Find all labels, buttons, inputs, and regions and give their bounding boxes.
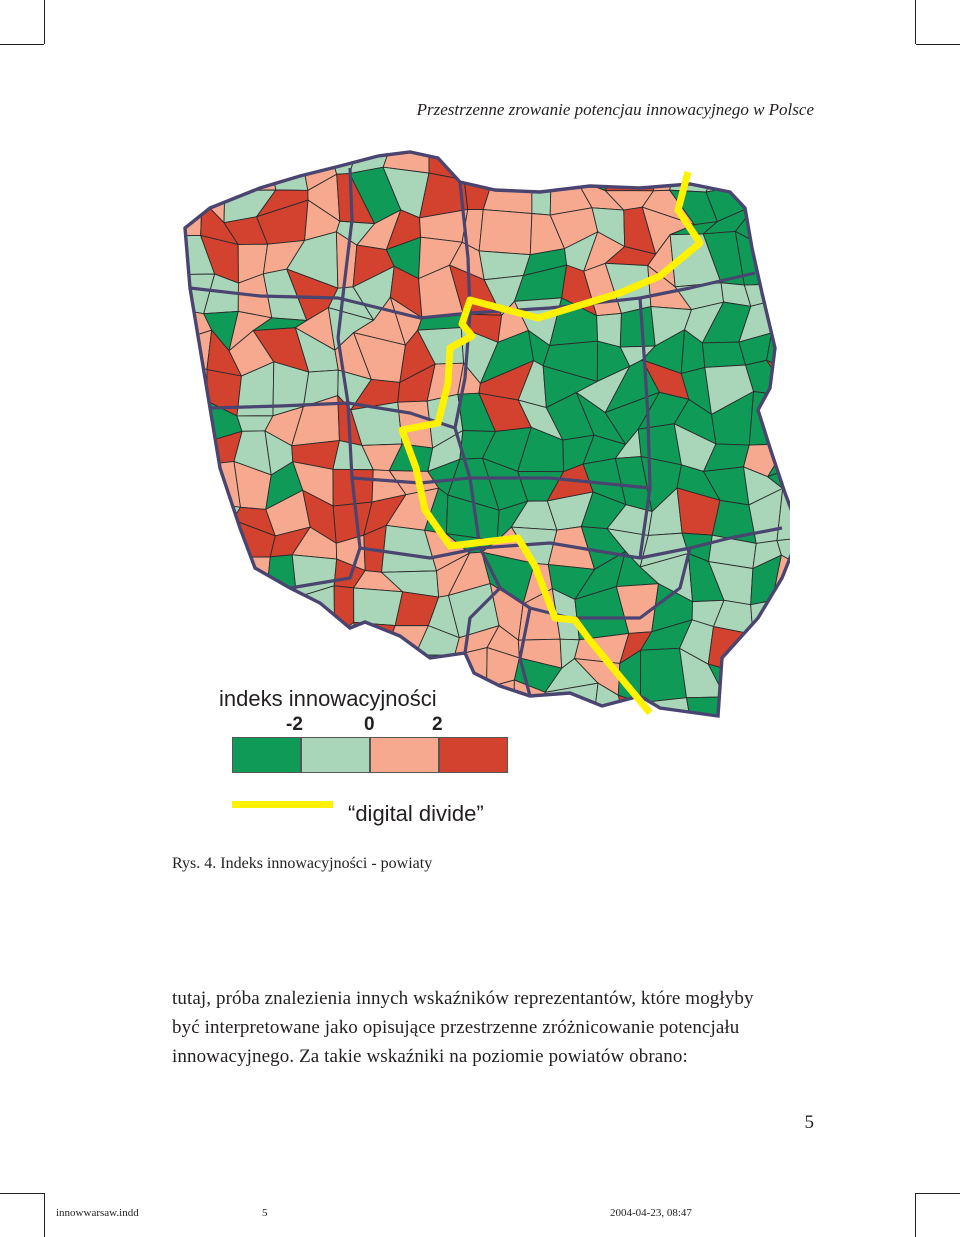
district-cell <box>319 665 368 697</box>
district-cell <box>207 720 244 728</box>
crop-mark <box>916 44 960 45</box>
figure-caption: Rys. 4. Indeks innowacyjności - powiaty <box>172 855 433 872</box>
district-cell <box>787 396 790 444</box>
district-cell <box>413 681 458 725</box>
district-cell <box>772 300 790 343</box>
district-cell <box>605 148 653 191</box>
district-cell <box>224 557 270 609</box>
district-cell <box>775 278 790 301</box>
district-cell <box>319 725 361 728</box>
legend-title: indeks innowacyjności <box>219 686 437 711</box>
district-cell <box>170 345 180 366</box>
district-cell <box>354 622 395 665</box>
district-cell <box>192 592 239 632</box>
district-cell <box>170 492 205 533</box>
legend-divide-line <box>232 801 333 808</box>
district-cell <box>724 689 742 721</box>
district-cell <box>640 648 686 702</box>
district-cell <box>495 148 532 173</box>
district-cell <box>736 148 784 156</box>
district-cell <box>170 592 193 628</box>
district-cell <box>269 696 304 728</box>
district-cell <box>221 720 277 728</box>
district-cell <box>458 721 499 728</box>
district-cell <box>170 171 175 219</box>
district-cell <box>230 594 265 632</box>
district-cell <box>712 148 757 158</box>
district-cell <box>259 597 303 634</box>
district-cell <box>390 148 431 149</box>
district-cell <box>738 631 788 672</box>
district-cell <box>781 203 790 256</box>
district-cell <box>358 725 394 728</box>
district-cell <box>170 330 212 369</box>
district-cell <box>480 148 532 151</box>
body-paragraph <box>172 984 792 1071</box>
district-cell <box>286 667 319 704</box>
district-cell <box>573 726 625 728</box>
poland-choropleth-map <box>170 148 790 728</box>
district-cell <box>483 173 532 213</box>
district-cell <box>201 148 231 191</box>
legend-swatch-very-high <box>439 737 508 773</box>
district-cell <box>620 307 655 348</box>
district-cell <box>479 210 532 255</box>
body-line: być interpretowane jako opisujące przestrzenne zróżnicowanie potencjału <box>172 1017 740 1038</box>
district-cell <box>170 465 171 492</box>
district-cell <box>286 682 327 728</box>
crop-mark <box>44 0 45 44</box>
district-cell <box>170 647 213 687</box>
district-cell <box>354 588 403 626</box>
district-cell <box>170 725 211 728</box>
district-cell <box>199 684 221 725</box>
district-cell <box>532 173 551 215</box>
district-cell <box>525 148 554 190</box>
district-cell <box>170 217 175 255</box>
crop-mark <box>915 0 916 44</box>
legend-swatch-very-low <box>232 737 301 773</box>
district-cell <box>743 712 774 728</box>
legend-tick: 0 <box>364 714 375 735</box>
district-cell <box>170 621 213 661</box>
district-cell <box>190 557 239 594</box>
district-cell <box>468 148 499 151</box>
district-cell <box>680 721 725 728</box>
district-cell <box>767 148 790 182</box>
district-cell <box>783 623 790 662</box>
district-cell <box>510 712 566 728</box>
district-cell <box>744 284 789 307</box>
district-cell <box>383 655 437 694</box>
district-cell <box>413 721 464 728</box>
district-cell <box>319 682 367 728</box>
district-cell <box>772 173 790 214</box>
district-cell <box>267 669 308 703</box>
district-cell <box>481 724 514 728</box>
district-cell <box>170 428 177 475</box>
district-cell <box>230 148 273 159</box>
district-cell <box>736 148 772 185</box>
district-cell <box>170 148 212 182</box>
crop-mark <box>915 1193 916 1237</box>
district-cell <box>319 622 359 666</box>
district-cell <box>170 492 172 536</box>
district-cell <box>358 694 398 726</box>
district-cell <box>170 404 177 442</box>
legend-swatch-low <box>301 737 370 773</box>
district-cell <box>749 391 790 445</box>
district-cell <box>170 684 211 728</box>
running-header: Przestrzenne zrowanie potencjau innowacyjnego w Polsce <box>416 100 814 119</box>
district-cell <box>551 148 597 190</box>
district-cell <box>673 148 721 158</box>
district-cell <box>270 148 303 159</box>
slug-page: 5 <box>262 1207 268 1219</box>
district-cell <box>525 148 557 153</box>
district-cell <box>767 686 790 726</box>
crop-mark <box>44 1193 45 1237</box>
slug-file: innowwarsaw.indd <box>56 1207 139 1219</box>
district-cell <box>221 685 277 728</box>
district-cell <box>170 525 205 573</box>
district-cell <box>170 525 172 567</box>
district-cell <box>170 361 180 412</box>
district-cell <box>382 681 438 726</box>
district-cell <box>544 712 593 728</box>
body-line: innowacyjnego. Za takie wskaźniki na poziomie powiatów obrano: <box>172 1046 688 1067</box>
district-cell <box>781 235 790 284</box>
district-cell <box>737 686 777 713</box>
district-cell <box>221 664 269 696</box>
district-cell <box>748 173 782 204</box>
district-cell <box>737 662 788 690</box>
page-number: 5 <box>804 1112 814 1133</box>
crop-mark <box>0 44 44 45</box>
district-cell <box>451 683 486 724</box>
district-cell <box>199 647 245 684</box>
body-line: tutaj, próba znalezienia innych wskaźników reprezentantów, które mogłyby <box>172 988 754 1009</box>
district-cell <box>777 658 790 690</box>
district-cell <box>334 586 354 637</box>
legend-tick: 2 <box>432 714 443 735</box>
district-cell <box>359 148 400 149</box>
legend-swatch-high <box>370 737 439 773</box>
slug-datetime: 2004-04-23, 08:47 <box>610 1207 692 1219</box>
crop-mark <box>916 1193 960 1194</box>
legend-divide-label: “digital divide” <box>348 801 484 826</box>
district-cell <box>170 465 205 502</box>
district-cell <box>192 621 245 664</box>
crop-mark <box>0 1193 44 1194</box>
district-cell <box>554 148 597 153</box>
district-cell <box>230 621 267 669</box>
district-cell <box>654 721 690 728</box>
district-cell <box>171 442 202 474</box>
district-cell <box>170 559 193 606</box>
map-svg <box>170 148 790 728</box>
district-cell <box>767 714 790 728</box>
district-cell <box>382 724 430 728</box>
district-cell <box>415 655 454 683</box>
district-cell <box>190 520 233 573</box>
district-cell <box>358 658 398 697</box>
district-cell <box>173 171 202 218</box>
district-cell <box>304 634 335 670</box>
district-cell <box>170 686 175 728</box>
district-cell <box>464 148 499 180</box>
district-cell <box>706 156 748 192</box>
district-cell <box>576 148 623 191</box>
legend-tick: -2 <box>286 714 303 735</box>
district-cell <box>170 148 173 173</box>
district-cell <box>176 401 207 445</box>
district-cell <box>702 342 745 367</box>
district-cell <box>259 621 308 670</box>
